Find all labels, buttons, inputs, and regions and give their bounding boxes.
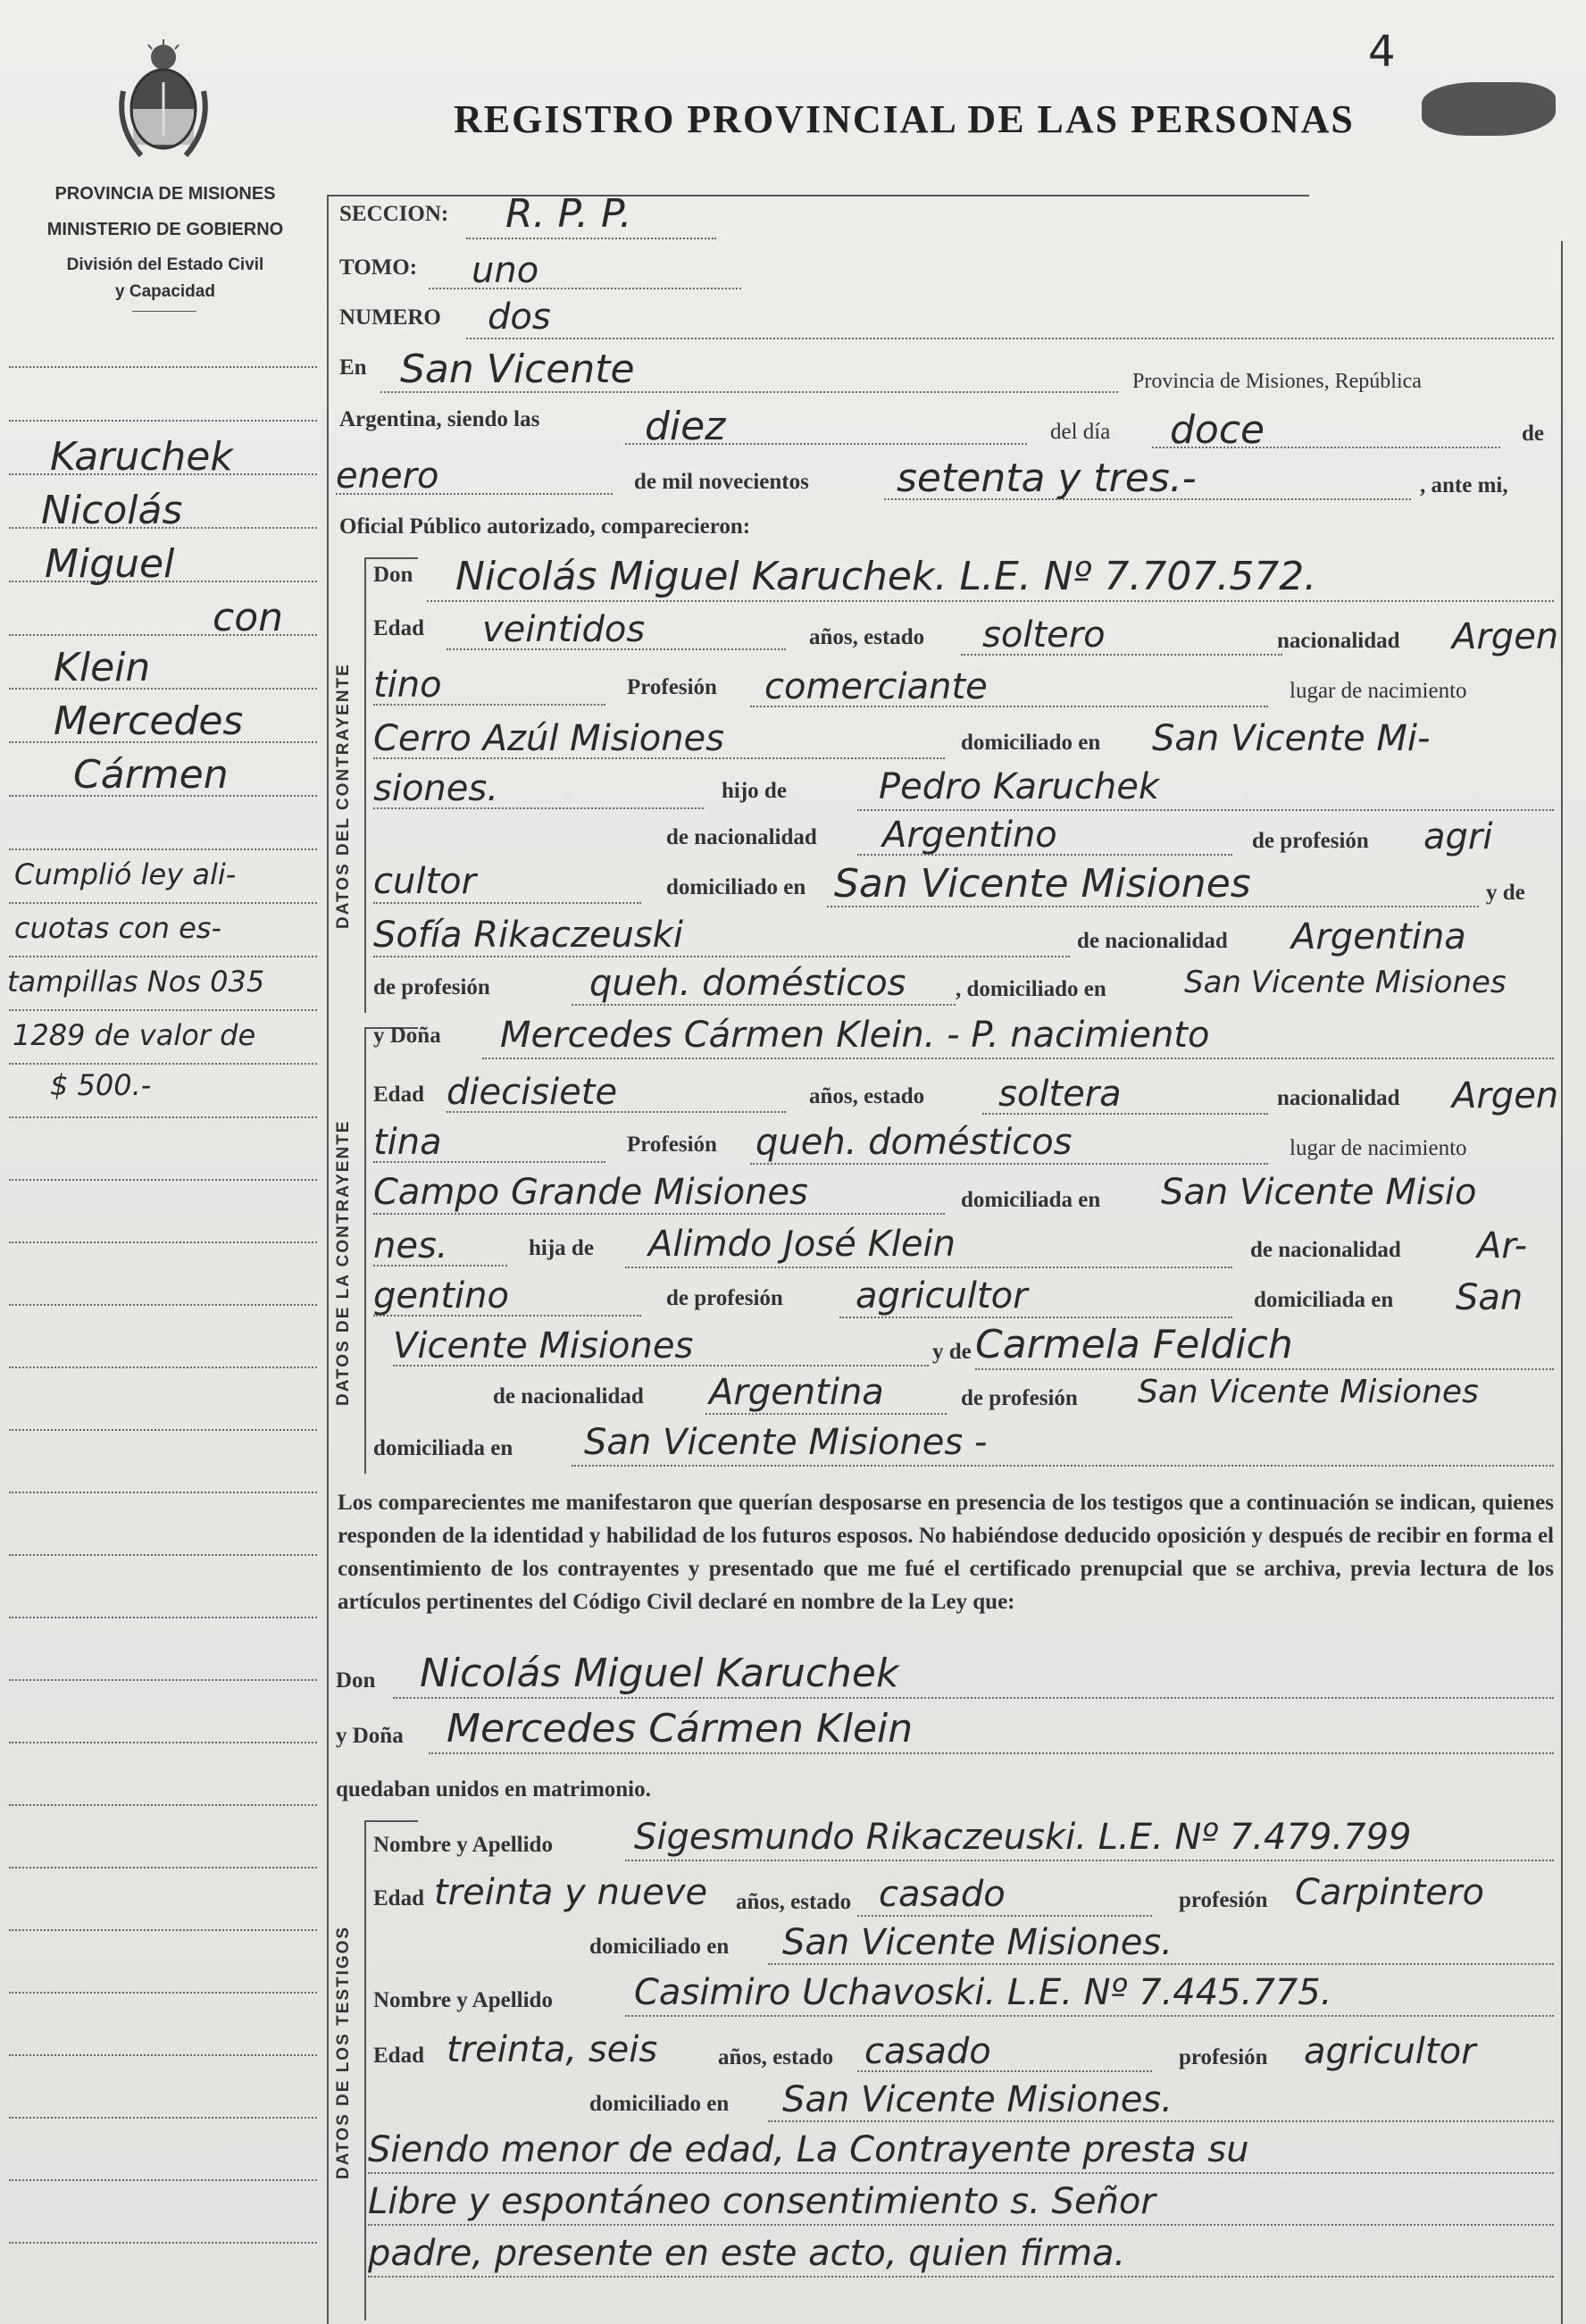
margin-stamp-note: tampillas Nos 035 (7, 965, 265, 999)
bride-father-profession: agricultor (856, 1275, 1028, 1317)
dom-label: domiciliado en (666, 875, 806, 899)
nombre-label: Nombre y Apellido (373, 1988, 553, 2012)
nac-label: nacionalidad (1277, 1086, 1400, 1110)
prof-label: profesión (1179, 1888, 1268, 1912)
dom-label: domiciliada en (1254, 1288, 1394, 1312)
groom-father-profession: cultor (373, 861, 477, 902)
anos-label: años, estado (809, 625, 925, 649)
tomo-value: uno (472, 250, 539, 291)
bride-father-nationality: Ar- (1477, 1225, 1528, 1266)
dom-label: domiciliado en (589, 2092, 730, 2116)
side-label-contrayenta: DATOS DE LA CONTRAYENTE (334, 1119, 353, 1406)
margin-stamp-note: $ 500.- (50, 1068, 152, 1102)
edad-label: Edad (373, 1886, 424, 1910)
side-label-testigos: DATOS DE LOS TESTIGOS (334, 1925, 353, 2179)
org-underline (132, 311, 196, 312)
groom-mother-profession: queh. domésticos (589, 963, 906, 1004)
oficial-label: Oficial Público autorizado, comparecieron: (339, 514, 751, 539)
dom-label: domiciliada en (373, 1436, 513, 1460)
groom-status: soltero (982, 614, 1106, 656)
groom-age: veintidos (482, 609, 646, 650)
decl-groom-name: Nicolás Miguel Karuchek (420, 1651, 899, 1696)
dona-label: y Doña (373, 1024, 441, 1048)
en-label: En (339, 355, 367, 380)
margin-name-line: Mercedes (54, 698, 244, 744)
margin-name-line: con (213, 595, 283, 640)
bride-address: nes. (373, 1225, 448, 1266)
declaration-paragraph: Los comparecientes me manifestaron que querían desposarse en presencia de los testigos que a continuación se indican, quienes responden de la identidad y habilidad de los futuros esposos. No habiéndose deducido oposición y después de recibir en forma el consentimiento de los contrayentes y presentado que me fué el certificado prenupcial que se archiva, previa lectura de los artículos pertinentes del Código Civil declaré en nombre de la Ley que: (338, 1491, 1554, 1614)
groom-address: San Vicente Mi- (1152, 718, 1431, 759)
anio-value: setenta y tres.- (897, 456, 1197, 501)
witness1-age: treinta y nueve (434, 1872, 708, 1913)
bride-mother-address: San Vicente Misiones - (584, 1422, 988, 1463)
testigos-bracket (364, 1820, 366, 2320)
bride-father: Alimdo José Klein (648, 1224, 956, 1265)
right-border (1561, 241, 1563, 2324)
del-dia-label: del día (1050, 420, 1111, 444)
provincia-label: Provincia de Misiones, República (1132, 370, 1422, 393)
groom-profession: comerciante (764, 666, 988, 707)
groom-name: Nicolás Miguel Karuchek. L.E. Nº 7.707.572. (455, 554, 1317, 599)
contrayenta-bracket (364, 1027, 366, 1474)
dona-label: y Doña (336, 1724, 404, 1748)
dom-coma-label: , domiciliado en (956, 977, 1106, 1001)
hora-value: diez (645, 404, 726, 449)
quedaban-label: quedaban unidos en matrimonio. (336, 1777, 651, 1802)
margin-name-line: Nicolás (41, 488, 183, 533)
numero-label: NUMERO (339, 305, 441, 330)
registry-title: REGISTRO PROVINCIAL DE LAS PERSONAS (454, 97, 1355, 141)
org-capacity: y Capacidad (115, 282, 215, 301)
groom-father: Pedro Karuchek (879, 766, 1159, 807)
prof-de-label: de profesión (961, 1386, 1078, 1410)
anos-label: años, estado (736, 1890, 852, 1914)
groom-father-profession: agri (1423, 816, 1493, 857)
margin-name-line: Cármen (73, 752, 229, 798)
nac-de-label: de nacionalidad (666, 825, 817, 849)
seccion-label: SECCION: (339, 202, 449, 226)
nac-de-label: de nacionalidad (493, 1384, 644, 1409)
nac-label: nacionalidad (1277, 629, 1400, 653)
page-number: 4 (1368, 27, 1396, 77)
seccion-value: R. P. P. (505, 191, 632, 237)
prof-de-label: de profesión (373, 975, 490, 999)
edad-label: Edad (373, 616, 424, 640)
bride-mother: Carmela Feldich (975, 1322, 1293, 1367)
groom-nationality: Argen (1452, 616, 1559, 657)
lugar-nac-label: lugar de nacimiento (1290, 1136, 1467, 1160)
bride-mother-nationality: Argentina (709, 1372, 884, 1413)
prof-label: profesión (1179, 2045, 1268, 2069)
bride-father-address: San (1456, 1277, 1523, 1318)
dia-value: doce (1170, 407, 1265, 453)
side-label-contrayente: DATOS DEL CONTRAYENTE (334, 663, 353, 929)
margin-name-line: Miguel (45, 541, 175, 587)
consent-note: Libre y espontáneo consentimiento s. Señor (368, 2181, 1156, 2222)
witness2-address: San Vicente Misiones. (782, 2079, 1173, 2120)
witness2-name: Casimiro Uchavoski. L.E. Nº 7.445.775. (634, 1972, 1332, 2013)
contrayente-bracket (364, 557, 366, 1013)
bride-father-nationality: gentino (373, 1275, 509, 1317)
margin-divider (327, 196, 329, 2324)
bride-nationality: tina (373, 1122, 442, 1163)
numero-value: dos (488, 297, 551, 338)
mil-label: de mil novecientos (634, 470, 809, 494)
bride-status: soltera (998, 1074, 1122, 1115)
bride-name: Mercedes Cármen Klein. - P. nacimiento (500, 1015, 1210, 1056)
edad-label: Edad (373, 2044, 424, 2068)
witness2-status: casado (864, 2031, 991, 2072)
bride-birthplace: Campo Grande Misiones (373, 1172, 808, 1213)
witness1-name: Sigesmundo Rikaczeuski. L.E. Nº 7.479.799 (634, 1817, 1412, 1858)
lugar-value: San Vicente (400, 347, 635, 392)
groom-mother: Sofía Rikaczeuski (373, 915, 683, 956)
edad-label: Edad (373, 1083, 424, 1107)
y-de-label: y de (1486, 881, 1525, 905)
nombre-label: Nombre y Apellido (373, 1833, 553, 1857)
witness2-age: treinta, seis (447, 2029, 658, 2070)
groom-address: siones. (373, 768, 498, 809)
witness1-address: San Vicente Misiones. (782, 1922, 1173, 1963)
ink-blot (1422, 82, 1556, 136)
dom-label: domiciliado en (589, 1935, 730, 1959)
groom-father-nationality: Argentino (882, 815, 1057, 856)
witness2-profession: agricultor (1304, 2031, 1476, 2072)
org-division: División del Estado Civil (66, 255, 264, 274)
ante-label: , ante mi, (1420, 473, 1508, 497)
groom-nationality: tino (373, 665, 442, 706)
witness1-status: casado (879, 1874, 1006, 1915)
coat-of-arms-emblem (114, 38, 213, 170)
tomo-label: TOMO: (339, 255, 418, 280)
bride-nationality: Argen (1452, 1075, 1559, 1116)
nac-de-label: de nacionalidad (1250, 1238, 1401, 1262)
bride-mother-profession: San Vicente Misiones (1138, 1374, 1479, 1410)
hijo-label: hijo de (722, 779, 787, 803)
bride-father-address: Vicente Misiones (393, 1325, 694, 1367)
bride-age: diecisiete (447, 1072, 618, 1113)
groom-birthplace: Cerro Azúl Misiones (373, 718, 725, 759)
top-rule (327, 195, 1309, 196)
y-de-label: y de (932, 1340, 972, 1364)
decl-bride-name: Mercedes Cármen Klein (447, 1706, 914, 1751)
nac-de-label: de nacionalidad (1077, 929, 1228, 953)
prof-de-label: de profesión (666, 1286, 783, 1310)
margin-stamp-note: Cumplió ley ali- (14, 857, 237, 891)
groom-mother-address: San Vicente Misiones (1184, 965, 1507, 1000)
mes-value: enero (336, 456, 439, 497)
bride-profession: queh. domésticos (755, 1122, 1073, 1163)
dom-label: domiciliado en (961, 731, 1101, 755)
prof-label: Profesión (627, 1133, 717, 1157)
argentina-label: Argentina, siendo las (339, 407, 540, 431)
prof-de-label: de profesión (1252, 829, 1369, 853)
margin-name-line: Karuchek (50, 434, 233, 480)
anos-label: años, estado (809, 1084, 925, 1108)
bride-address: San Vicente Misio (1161, 1172, 1477, 1213)
don-label: Don (336, 1668, 376, 1693)
prof-label: Profesión (627, 675, 717, 699)
witness1-profession: Carpintero (1295, 1872, 1484, 1913)
margin-stamp-note: 1289 de valor de (13, 1018, 256, 1052)
hija-label: hija de (529, 1236, 594, 1260)
groom-father-address: San Vicente Misiones (834, 861, 1251, 907)
consent-note: padre, presente en este acto, quien firma. (368, 2233, 1126, 2274)
dom-label: domiciliada en (961, 1188, 1101, 1212)
org-province: PROVINCIA DE MISIONES (54, 184, 276, 204)
margin-name-line: Klein (54, 645, 151, 690)
don-label: Don (373, 563, 413, 587)
de-label: de (1522, 422, 1544, 446)
lugar-nac-label: lugar de nacimiento (1290, 679, 1467, 703)
org-ministry: MINISTERIO DE GOBIERNO (46, 220, 284, 239)
groom-mother-nationality: Argentina (1291, 916, 1466, 957)
margin-stamp-note: cuotas con es- (14, 911, 221, 945)
consent-note: Siendo menor de edad, La Contrayente presta su (368, 2129, 1249, 2170)
anos-label: años, estado (718, 2045, 834, 2069)
